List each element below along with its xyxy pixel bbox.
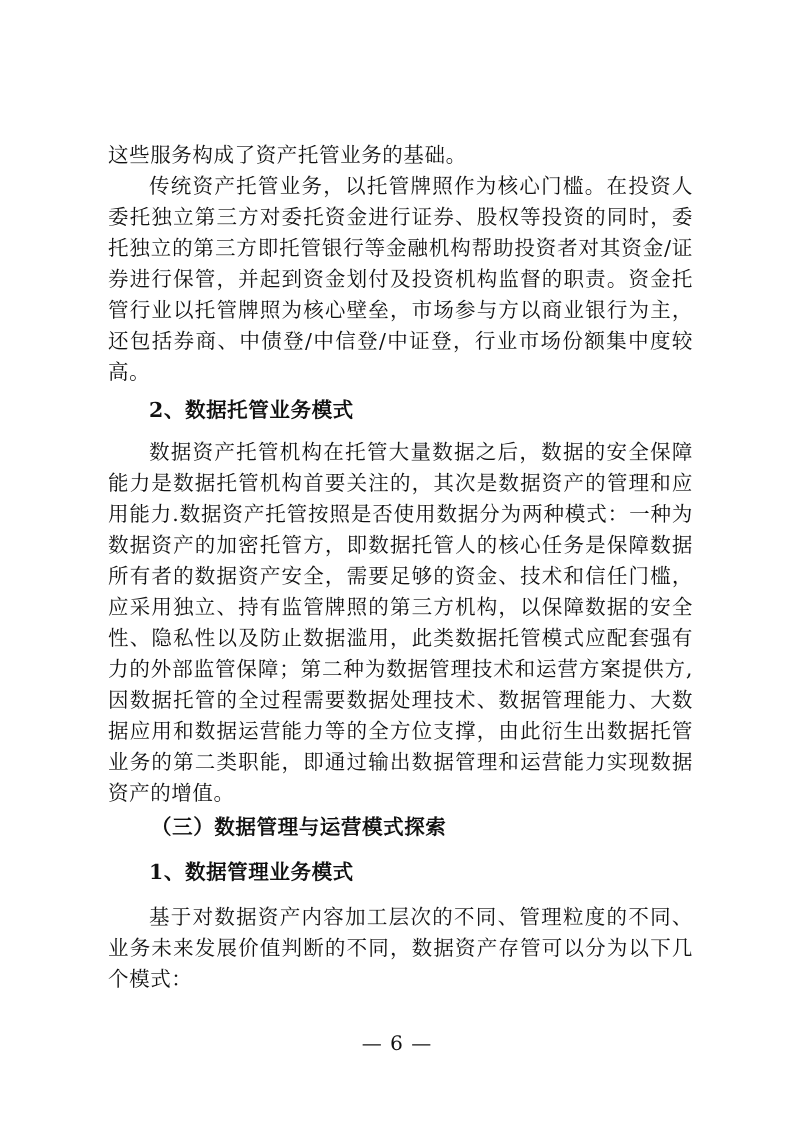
paragraph-data-management-model: 基于对数据资产内容加工层次的不同、管理粒度的不同、业务未来发展价值判断的不同，数据资产存管可以分为以下几个模式： (108, 905, 693, 991)
paragraph-services-foundation: 这些服务构成了资产托管业务的基础。 (108, 143, 467, 167)
heading-section-three: （三）数据管理与运营模式探索 (151, 815, 447, 839)
paragraph-data-custody-model: 数据资产托管机构在托管大量数据之后，数据的安全保障能力是数据托管机构首要关注的，其次是数据资产的管理和应用能力.数据资产托管按照是否使用数据分为两种模式：一种为数据资产的加密托管方，即数据托管人的核心任务是保障数据所有者的数据资产安全，需要足够的资金、技术和信任门槛，应采用独立、持有监管牌照的第三方机构，以保障数据的安全性、隐私性以及防止数据滥用，此类数据托管模式应配套强有力的外部监管保障；第二种为数据管理技术和运营方案提供方,因数据托管的全过程需要数据处理技术、数据管理能力、大数据应用和数据运营能力等的全方位支撑，由此衍生出数据托管业务的第二类职能，即通过输出数据管理和运营能力实现数据资产的增值。 (108, 440, 693, 805)
page-number: — 6 — (361, 1031, 433, 1055)
heading-data-custody-model: 2、数据托管业务模式 (149, 398, 354, 422)
paragraph-traditional-custody: 传统资产托管业务，以托管牌照作为核心门槛。在投资人委托独立第三方对委托资金进行证券、股权等投资的同时，委托独立的第三方即托管银行等金融机构帮助投资者对其资金/证券进行保管，并起到资金划付及投资机构监督的职责。资金托管行业以托管牌照为核心壁垒，市场参与方以商业银行为主，还包括券商、中债登/中信登/中证登，行业市场份额集中度较高。 (108, 174, 693, 384)
heading-data-management-model: 1、数据管理业务模式 (149, 860, 354, 884)
